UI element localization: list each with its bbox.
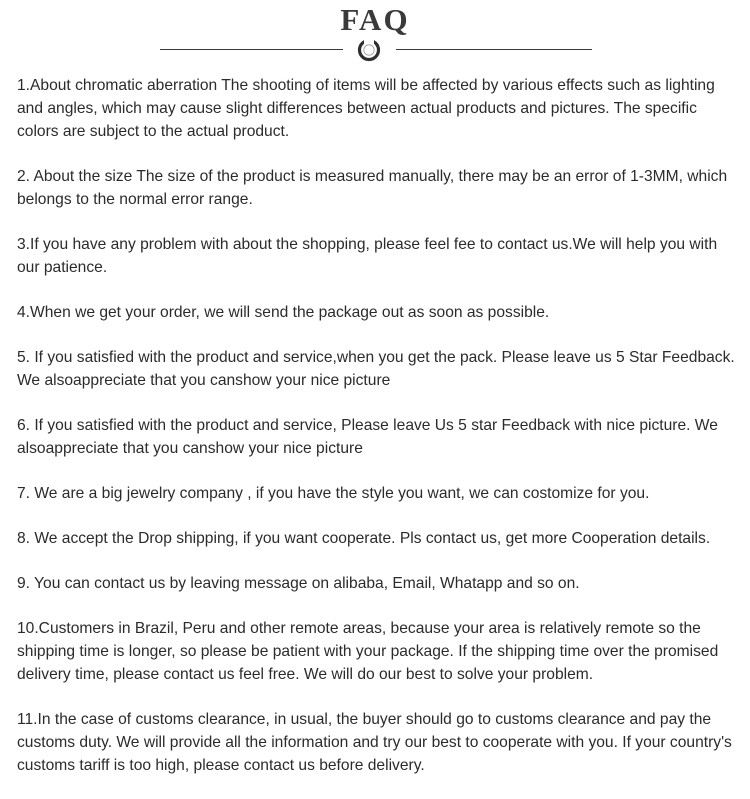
- faq-item-7: 7. We are a big jewelry company , if you have the style you want, we can costomize for you.: [17, 485, 650, 502]
- faq-item-8: 8. We accept the Drop shipping, if you want cooperate. Pls contact us, get more Cooperation details.: [17, 530, 711, 547]
- faq-item-4: 4.When we get your order, we will send the package out as soon as possible.: [17, 304, 550, 321]
- page-title: FAQ: [340, 2, 410, 37]
- faq-item-2: 2. About the size The size of the product is measured manually, there may be an error of 1-3MM, which belongs to the normal error range.: [17, 168, 728, 208]
- faq-item-9: 9. You can contact us by leaving message on alibaba, Email, Whatapp and so on.: [17, 575, 580, 592]
- faq-item-10: 10.Customers in Brazil, Peru and other remote areas, because your area is relatively remote so the shipping time is longer, so please be patient with your package. If the shipping time over the promised delivery time, please contact us feel free. We will do our best to solve your problem.: [17, 620, 719, 683]
- divider-line-left: [160, 49, 343, 50]
- divider-line-right: [396, 49, 592, 50]
- faq-item-6: 6. If you satisfied with the product and service, Please leave Us 5 star Feedback with nice picture. We alsoappreciate that you canshow your nice picture: [17, 417, 718, 457]
- ring-ornament-icon: [356, 37, 382, 63]
- faq-header: [0, 0, 750, 64]
- faq-item-5: 5. If you satisfied with the product and service,when you get the pack. Please leave us 5 Star Feedback. We alsoappreciate that you canshow your nice picture: [17, 349, 735, 389]
- faq-item-1: 1.About chromatic aberration The shooting of items will be affected by various effects such as lighting and angles, which may cause slight differences between actual products and pictures. The specific colors are subject to the actual product.: [17, 77, 715, 140]
- faq-list: [17, 74, 739, 799]
- faq-item-3: 3.If you have any problem with about the shopping, please feel fee to contact us.We will help you with our patience.: [17, 236, 718, 276]
- faq-item-11: 11.In the case of customs clearance, in usual, the buyer should go to customs clearance and pay the customs duty. We will provide all the information and try our best to cooperate with you. If your country's customs tariff is too high, please contact us before delivery.: [17, 711, 732, 774]
